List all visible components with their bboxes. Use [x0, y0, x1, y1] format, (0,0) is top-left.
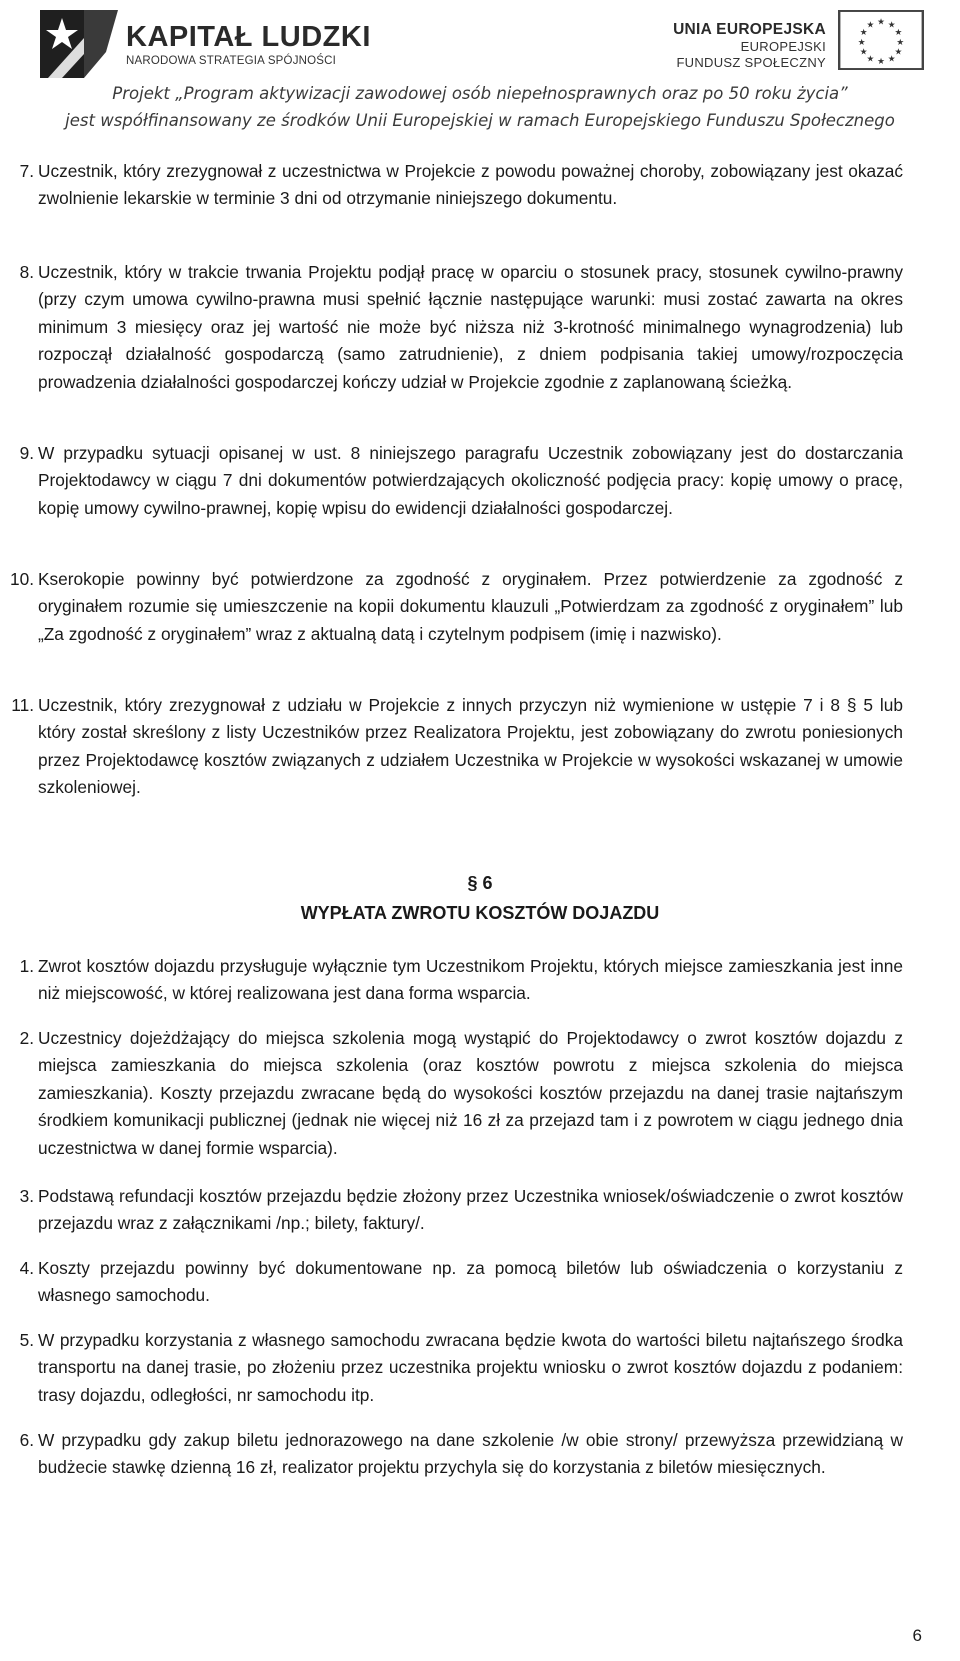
list-item-number: 2.	[19, 1028, 34, 1048]
list-item-text: Uczestnik, który zrezygnował z uczestnictwa w Projekcie z powodu poważnej choroby, zobowiązany jest okazać zwolnienie lekarskie w terminie 3 dni od otrzymanie niniejszego dokumentu.	[38, 161, 903, 209]
list-item-text: Uczestnik, który w trakcie trwania Projektu podjął pracę w oparciu o stosunek pracy, stosunek cywilno-prawny (przy czym umowa cywilno-prawna musi spełnić łącznie następujące warunki: musi zostać zawarta na okres minimum 3 miesięcy oraz jej wartość nie może być niższa niż 3-krotność minimalnego wynagrodzenia) lub rozpoczął działalność gospodarczą (samo zatrudnienie), z dniem podpisania takiej umowy/rozpoczęcia prowadzenia działalności gospodarczej kończy udział w Projekcie zgodnie z zaplanowaną ścieżką.	[38, 262, 903, 392]
svg-text:★: ★	[866, 53, 875, 64]
list-item-number: 7.	[19, 161, 34, 181]
list-item-number: 3.	[19, 1186, 34, 1206]
svg-text:★: ★	[877, 16, 885, 27]
eu-fund-line2: FUNDUSZ SPOŁECZNY	[676, 55, 826, 70]
list-item-number: 6.	[19, 1430, 34, 1450]
list-item-number: 11.	[11, 695, 34, 715]
list-item-number: 4.	[19, 1258, 34, 1278]
list-item-text: Zwrot kosztów dojazdu przysługuje wyłącznie tym Uczestnikom Projektu, których miejsce zamieszkania jest inne niż miejscowość, w której realizowana jest dana forma wsparcia.	[38, 956, 903, 1004]
list-item-number: 9.	[19, 443, 34, 463]
section-title: WYPŁATA ZWROTU KOSZTÓW DOJAZDU	[300, 903, 660, 923]
svg-text:★: ★	[859, 46, 868, 57]
eu-flag-icon	[838, 10, 924, 70]
eu-logo	[673, 10, 924, 71]
list-item-text: Podstawą refundacji kosztów przejazdu będzie złożony przez Uczestnika wniosek/oświadczenie o zwrot kosztów przejazdu wraz z załącznikami /np.; bilety, faktury/.	[38, 1186, 903, 1234]
list-item-text: Kserokopie powinny być potwierdzone za zgodność z oryginałem. Przez potwierdzenie za zgodność z oryginałem rozumie się umieszczenie na kopii dokumentu klauzuli „Potwierdzam za zgodność z oryginałem” lub „Za zgodność z oryginałem” wraz z aktualną datą i czytelnym podpisem (imię i nazwisko).	[38, 569, 903, 644]
project-funding-line: jest współfinansowany ze środków Unii Europejskiej w ramach Europejskiego Funduszu Społecznego	[65, 111, 895, 130]
list-item-text: Uczestnicy dojeżdżający do miejsca szkolenia mogą wystąpić do Projektodawcy o zwrot kosztów dojazdu z miejsca zamieszkania do miejsca szkolenia (oraz kosztów powrotu z miejsca szkolenia do miejsca zamieszkania). Koszty przejazdu zwracane będą do wysokości kosztów przejazdu na danej trasie najtańszym środkiem komunikacji publicznej (jednak nie więcej niż 16 zł za przejazd tam i z powrotem w ciągu jednego dnia uczestnictwa w danej formie wsparcia).	[38, 1028, 903, 1158]
eu-name: UNIA EUROPEJSKA	[673, 21, 826, 38]
svg-text:★: ★	[887, 19, 896, 30]
page-number: 6	[912, 1626, 922, 1645]
list-item-text: W przypadku korzystania z własnego samochodu zwracana będzie kwota do wartości biletu najtańszego środka transportu na danej trasie, po złożeniu przez uczestnika projektu wniosku o zwrot kosztów dojazdu z podaniem: trasy dojazdu, odległości, nr samochodu itp.	[38, 1330, 903, 1405]
list-item-number: 5.	[19, 1330, 34, 1350]
section-symbol: § 6	[467, 873, 493, 893]
list-item-number: 10.	[9, 569, 34, 589]
page-header	[0, 0, 960, 145]
svg-text:★: ★	[877, 56, 885, 67]
list-item-number: 8.	[19, 262, 34, 282]
list-item-number: 1.	[19, 956, 34, 976]
list-item-text: Koszty przejazdu powinny być dokumentowane np. za pomocą biletów lub oświadczenia o korzystaniu z własnego samochodu.	[38, 1258, 903, 1306]
svg-text:★: ★	[894, 27, 903, 38]
svg-text:★: ★	[894, 46, 903, 57]
eu-fund-line1: EUROPEJSKI	[740, 39, 826, 54]
kapital-ludzki-subtitle: NARODOWA STRATEGIA SPÓJNOŚCI	[126, 54, 337, 67]
kapital-ludzki-emblem-icon	[40, 8, 120, 80]
kapital-ludzki-logo	[40, 8, 371, 80]
svg-text:★: ★	[859, 27, 868, 38]
svg-text:★: ★	[887, 53, 896, 64]
list-item-text: W przypadku gdy zakup biletu jednorazowego na dane szkolenie /w obie strony/ przewyższa przewidzianą w budżecie stawkę dzienną 16 zł, realizator projektu przychyla się do korzystania z biletów miesięcznych.	[38, 1430, 903, 1478]
svg-text:★: ★	[866, 19, 875, 30]
svg-text:★: ★	[857, 36, 866, 47]
kapital-ludzki-title: KAPITAŁ LUDZKI	[126, 20, 371, 53]
project-title-line: Projekt „Program aktywizacji zawodowej osób niepełnosprawnych oraz po 50 roku życia”	[112, 84, 848, 103]
svg-text:★: ★	[896, 36, 905, 47]
list-item-text: Uczestnik, który zrezygnował z udziału w Projekcie z innych przyczyn niż wymienione w ustępie 7 i 8 § 5 lub który został skreślony z listy Uczestników przez Realizatora Projektu, jest zobowiązany do zwrotu poniesionych przez Projektodawcę kosztów związanych z udziałem Uczestnika w Projekcie w wysokości wskazanej w umowie szkoleniowej.	[38, 695, 903, 798]
list-item-text: W przypadku sytuacji opisanej w ust. 8 niniejszego paragrafu Uczestnik zobowiązany jest do dostarczania Projektodawcy w ciągu 7 dni dokumentów potwierdzających okoliczność podjęcia pracy: kopię umowy o pracę, kopię umowy cywilno-prawnej, kopię wpisu do ewidencji działalności gospodarczej.	[38, 443, 903, 518]
